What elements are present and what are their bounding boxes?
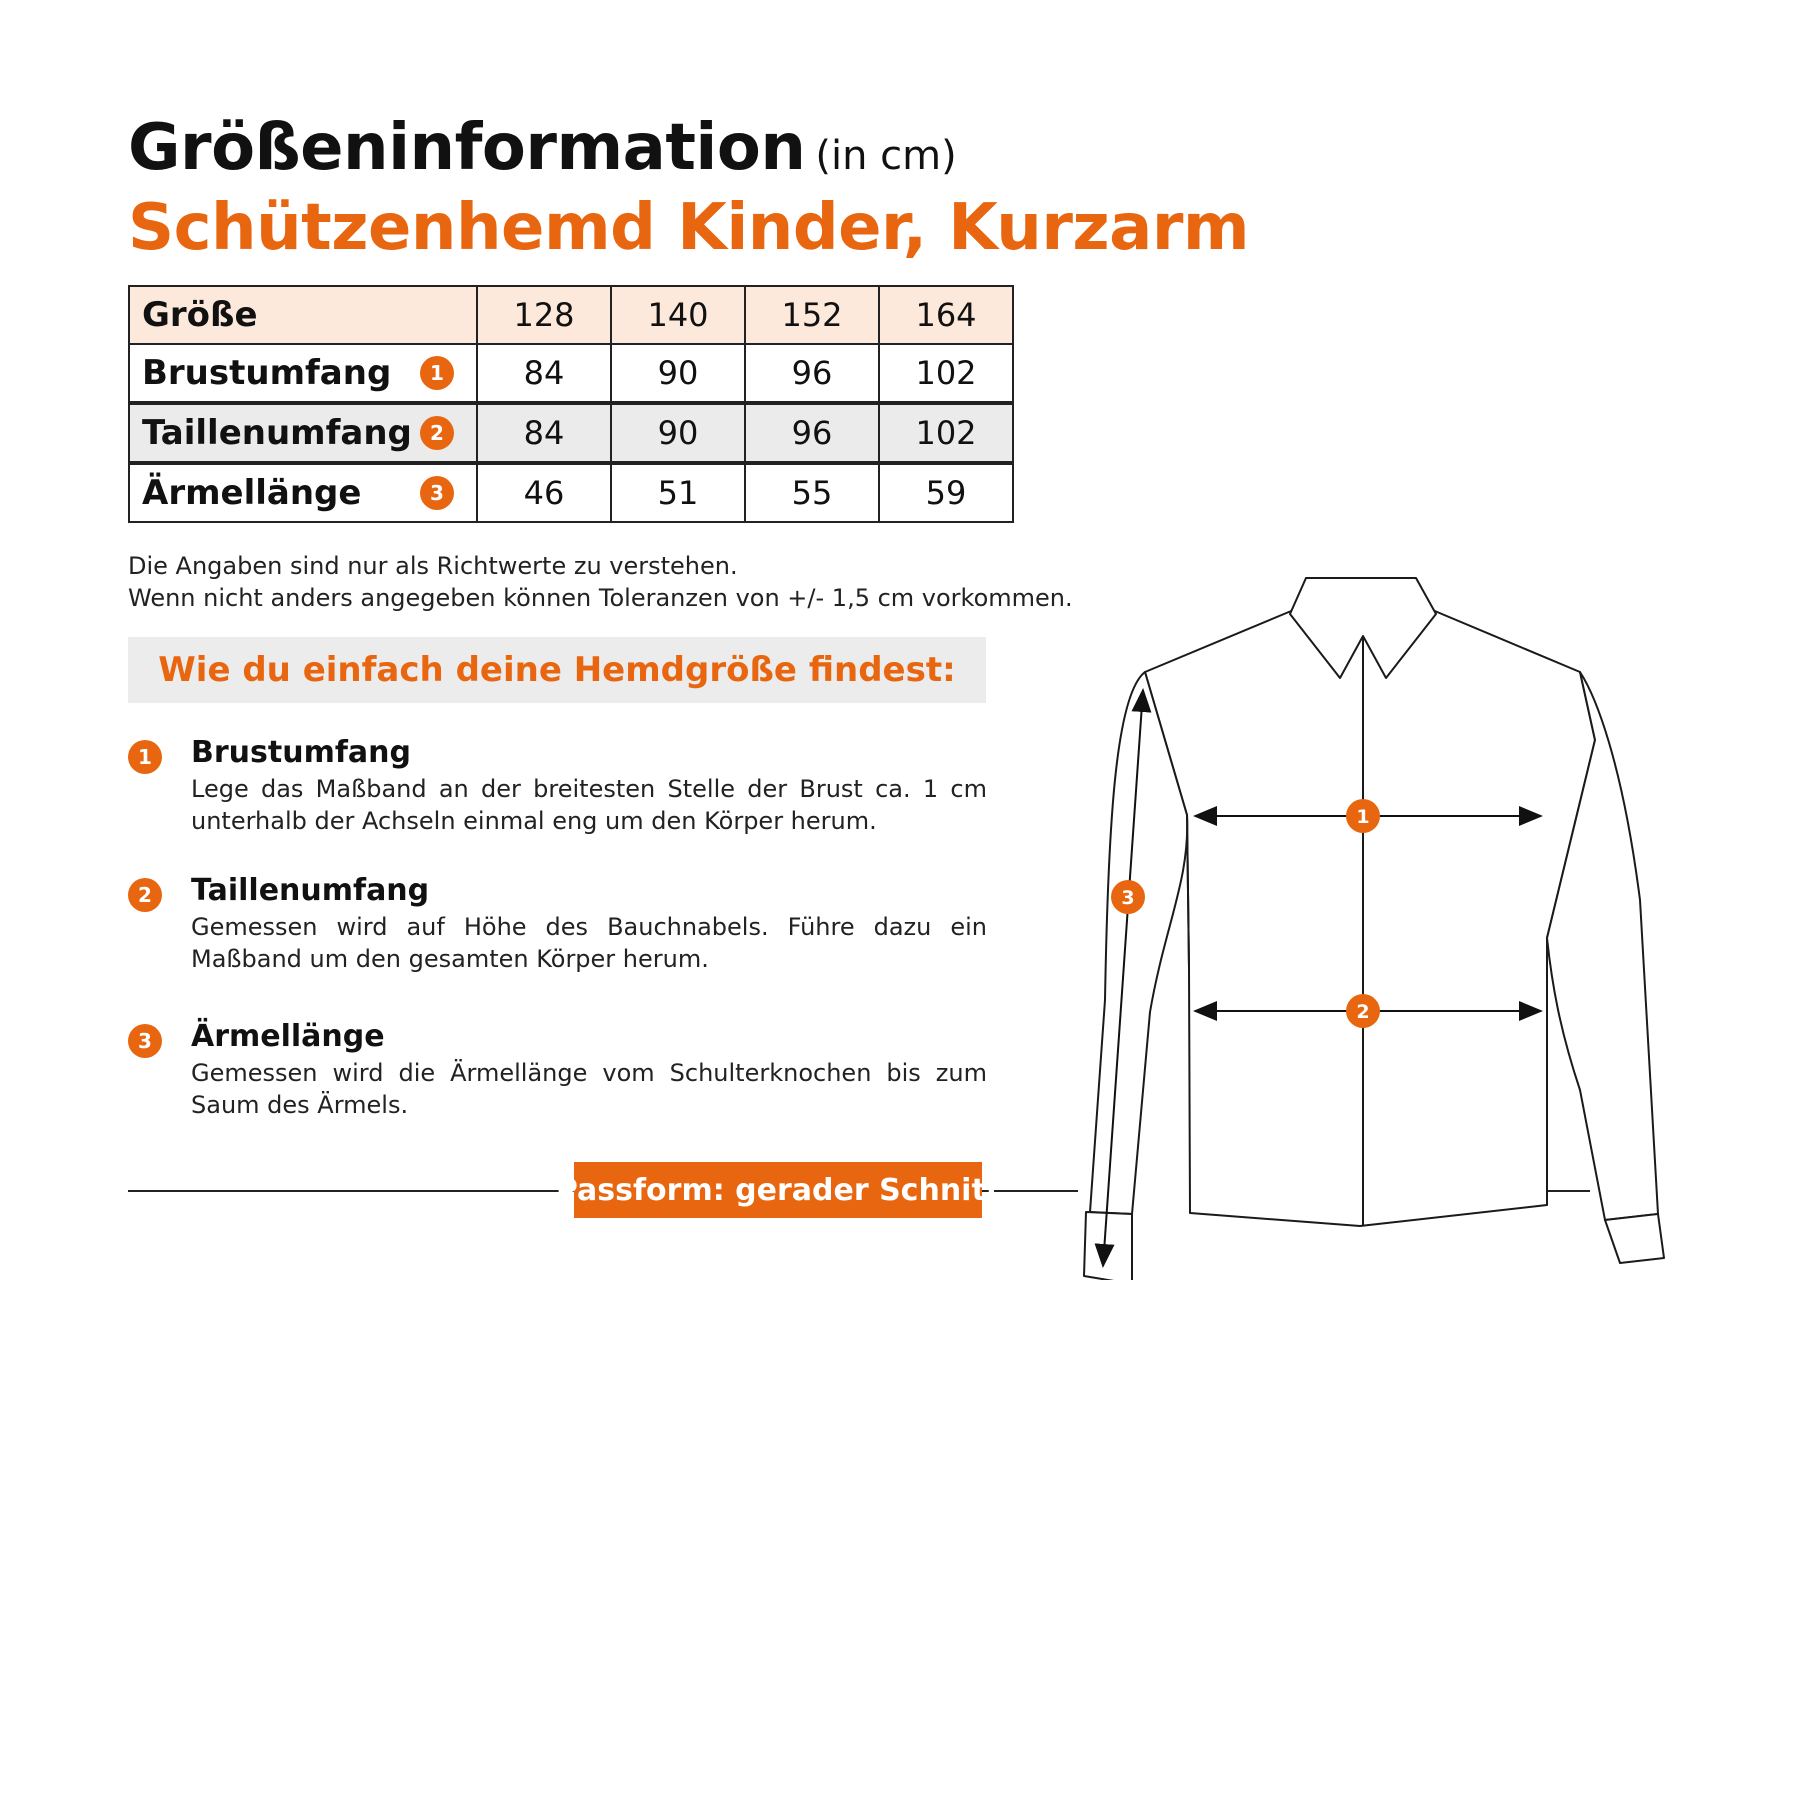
page-title bbox=[128, 108, 957, 196]
shirt-diagram bbox=[1050, 560, 1670, 1280]
marker-1-label: 1 bbox=[1356, 806, 1370, 828]
title-text: Größeninformation bbox=[128, 111, 806, 185]
marker-3-label: 3 bbox=[1121, 887, 1135, 909]
size-cell: 152 bbox=[745, 286, 879, 344]
title-unit: (in cm) bbox=[815, 133, 957, 179]
step-2-text: Gemessen wird auf Höhe des Bauchnabels. Führe dazu ein Maßband um den gesamten Körper herum. bbox=[191, 913, 987, 973]
row-label: Brustumfang bbox=[142, 353, 392, 393]
size-cell: 140 bbox=[611, 286, 745, 344]
badge-3-icon: 3 bbox=[420, 476, 454, 510]
fit-label: Passform: gerader Schnitt bbox=[555, 1172, 1001, 1208]
sleeve-marker-icon bbox=[1111, 880, 1145, 914]
tolerance-note bbox=[128, 550, 1073, 614]
value-cell: 90 bbox=[611, 344, 745, 403]
value-cell: 46 bbox=[477, 463, 611, 522]
value-cell: 102 bbox=[879, 344, 1013, 403]
value-cell: 55 bbox=[745, 463, 879, 522]
howto-heading: Wie du einfach deine Hemdgröße findest: bbox=[158, 650, 956, 690]
step-1-text: Lege das Maßband an der breitesten Stelle der Brust ca. 1 cm unterhalb der Achseln einmal eng um den Körper herum. bbox=[191, 775, 987, 835]
table-row-aermellaenge bbox=[129, 463, 1013, 522]
value-cell: 51 bbox=[611, 463, 745, 522]
value-cell: 96 bbox=[745, 403, 879, 463]
marker-2-label: 2 bbox=[1356, 1001, 1370, 1023]
step-2-badge-icon: 2 bbox=[128, 878, 162, 912]
note-line-1: Die Angaben sind nur als Richtwerte zu verstehen. bbox=[128, 552, 738, 580]
step-2-title: Taillenumfang bbox=[191, 873, 430, 908]
table-row-taillenumfang bbox=[129, 403, 1013, 463]
row-label: Ärmellänge bbox=[142, 473, 362, 513]
step-1-title: Brustumfang bbox=[191, 735, 411, 770]
row-label: Taillenumfang bbox=[142, 413, 412, 453]
row-label-cell bbox=[129, 403, 477, 463]
note-line-2: Wenn nicht anders angegeben können Toleranzen von +/- 1,5 cm vorkommen. bbox=[128, 584, 1073, 612]
product-subtitle: Schützenhemd Kinder, Kurzarm bbox=[128, 191, 1250, 265]
shirt-body bbox=[1145, 609, 1595, 1226]
row-label-cell bbox=[129, 344, 477, 403]
size-table bbox=[128, 285, 1014, 523]
size-header-label: Größe bbox=[129, 286, 477, 344]
size-cell: 128 bbox=[477, 286, 611, 344]
value-cell: 90 bbox=[611, 403, 745, 463]
badge-2-icon: 2 bbox=[420, 416, 454, 450]
left-cuff bbox=[1084, 1212, 1132, 1280]
row-label-cell bbox=[129, 463, 477, 522]
table-row-brustumfang bbox=[129, 344, 1013, 403]
howto-heading-bar bbox=[128, 637, 986, 703]
waist-marker-icon bbox=[1346, 994, 1380, 1028]
right-cuff bbox=[1605, 1214, 1664, 1263]
step-3-text: Gemessen wird die Ärmellänge vom Schulterknochen bis zum Saum des Ärmels. bbox=[191, 1059, 987, 1119]
step-1-badge-icon: 1 bbox=[128, 740, 162, 774]
chest-marker-icon bbox=[1346, 799, 1380, 833]
size-cell: 164 bbox=[879, 286, 1013, 344]
step-3-badge-icon: 3 bbox=[128, 1024, 162, 1058]
badge-1-icon: 1 bbox=[420, 356, 454, 390]
value-cell: 59 bbox=[879, 463, 1013, 522]
value-cell: 84 bbox=[477, 344, 611, 403]
fit-badge bbox=[555, 1162, 1001, 1218]
value-cell: 96 bbox=[745, 344, 879, 403]
size-header-row bbox=[129, 286, 1013, 344]
step-3-title: Ärmellänge bbox=[191, 1019, 385, 1054]
value-cell: 84 bbox=[477, 403, 611, 463]
value-cell: 102 bbox=[879, 403, 1013, 463]
